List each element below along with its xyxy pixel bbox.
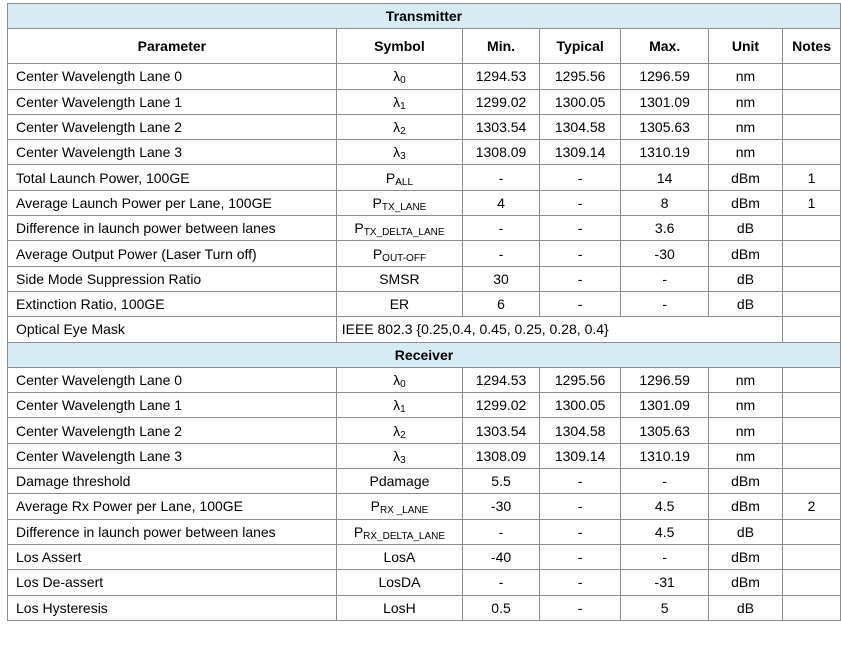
symbol-cell (336, 241, 462, 266)
max-cell: 1296.59 (621, 64, 708, 89)
parameter-cell: Average Rx Power per Lane, 100GE (8, 494, 337, 519)
table-row (8, 443, 841, 468)
symbol-main: λ (393, 68, 401, 85)
max-cell: 4.5 (621, 494, 708, 519)
max-cell: 1310.19 (621, 140, 708, 165)
parameter-cell: Side Mode Suppression Ratio (8, 266, 337, 291)
min-cell: 30 (463, 266, 540, 291)
parameter-cell: Center Wavelength Lane 3 (8, 443, 337, 468)
symbol-cell (336, 367, 462, 392)
min-cell: 1303.54 (463, 418, 540, 443)
symbol-main: λ (393, 93, 401, 110)
unit-cell: dBm (708, 494, 782, 519)
unit-cell: dB (708, 291, 782, 316)
symbol-main: LosA (383, 549, 416, 566)
symbol-cell (336, 595, 462, 620)
typical-cell: 1295.56 (539, 64, 621, 89)
typical-cell: - (539, 519, 621, 544)
table-row (8, 418, 841, 443)
table-row (8, 64, 841, 89)
notes-cell (783, 544, 841, 569)
typical-cell: 1309.14 (539, 140, 621, 165)
min-cell: - (463, 519, 540, 544)
min-cell: 1308.09 (463, 140, 540, 165)
parameter-cell: Center Wavelength Lane 2 (8, 418, 337, 443)
typical-cell: - (539, 494, 621, 519)
notes-cell (783, 469, 841, 494)
symbol-cell (336, 291, 462, 316)
max-cell: 1301.09 (621, 89, 708, 114)
col-header-typical: Typical (539, 29, 621, 64)
symbol-main: P (353, 523, 364, 540)
notes-cell (783, 418, 841, 443)
parameter-cell: Total Launch Power, 100GE (8, 165, 337, 190)
notes-cell (783, 595, 841, 620)
table-row (8, 216, 841, 241)
symbol-main: P (372, 245, 383, 262)
max-cell: -30 (621, 241, 708, 266)
col-header-min: Min. (463, 29, 540, 64)
parameter-cell: Los De-assert (8, 570, 337, 595)
symbol-cell (336, 165, 462, 190)
table-row-eye-mask (8, 317, 841, 342)
eye-mask-value: IEEE 802.3 {0.25,0.4, 0.45, 0.25, 0.28, 0.4} (336, 317, 782, 342)
unit-cell: nm (708, 89, 782, 114)
min-cell: 4 (463, 190, 540, 215)
symbol-subscript: 1 (400, 404, 406, 416)
symbol-cell (336, 190, 462, 215)
parameter-cell: Optical Eye Mask (8, 317, 337, 342)
symbol-cell (336, 494, 462, 519)
table-row (8, 114, 841, 139)
table-row (8, 494, 841, 519)
symbol-main: λ (393, 422, 401, 439)
symbol-main: λ (393, 144, 401, 161)
unit-cell: nm (708, 367, 782, 392)
max-cell: - (621, 544, 708, 569)
max-cell: 1305.63 (621, 418, 708, 443)
unit-cell: dBm (708, 190, 782, 215)
min-cell: 1299.02 (463, 89, 540, 114)
parameter-cell: Difference in launch power between lanes (8, 519, 337, 544)
symbol-main: λ (393, 447, 401, 464)
notes-cell (783, 367, 841, 392)
symbol-main: Pdamage (369, 473, 430, 490)
symbol-subscript: TX_DELTA_LANE (363, 227, 445, 239)
notes-cell (783, 393, 841, 418)
min-cell: 1303.54 (463, 114, 540, 139)
symbol-subscript: 2 (400, 429, 406, 441)
typical-cell: - (539, 291, 621, 316)
symbol-subscript: 0 (400, 75, 406, 87)
min-cell: -40 (463, 544, 540, 569)
symbol-cell (336, 216, 462, 241)
parameter-cell: Average Output Power (Laser Turn off) (8, 241, 337, 266)
max-cell: - (621, 266, 708, 291)
symbol-main: SMSR (379, 270, 420, 287)
symbol-main: P (370, 498, 380, 515)
parameter-cell: Center Wavelength Lane 0 (8, 367, 337, 392)
transmitter-title: Transmitter (8, 4, 841, 29)
max-cell: - (621, 291, 708, 316)
typical-cell: - (539, 190, 621, 215)
table-row (8, 367, 841, 392)
notes-cell (783, 570, 841, 595)
symbol-main: LosDA (378, 574, 421, 591)
symbol-cell (336, 570, 462, 595)
unit-cell: dBm (708, 544, 782, 569)
col-header-max: Max. (621, 29, 708, 64)
min-cell: 1294.53 (463, 367, 540, 392)
notes-cell (783, 64, 841, 89)
unit-cell: dBm (708, 241, 782, 266)
max-cell: 1296.59 (621, 367, 708, 392)
table-row (8, 190, 841, 215)
parameter-cell: Damage threshold (8, 469, 337, 494)
max-cell: 5 (621, 595, 708, 620)
notes-cell: 1 (783, 190, 841, 215)
typical-cell: 1295.56 (539, 367, 621, 392)
symbol-main: LosH (383, 599, 416, 616)
typical-cell: - (539, 570, 621, 595)
symbol-subscript: ALL (395, 176, 414, 188)
parameter-cell: Los Hysteresis (8, 595, 337, 620)
notes-cell (783, 317, 841, 342)
symbol-main: P (372, 194, 382, 211)
table-row (8, 519, 841, 544)
max-cell: 1310.19 (621, 443, 708, 468)
parameter-cell: Center Wavelength Lane 0 (8, 64, 337, 89)
col-header-parameter: Parameter (8, 29, 337, 64)
symbol-subscript: 2 (400, 126, 406, 138)
table-row (8, 241, 841, 266)
typical-cell: 1304.58 (539, 114, 621, 139)
unit-cell: dBm (708, 165, 782, 190)
symbol-main: λ (393, 119, 401, 136)
notes-cell (783, 89, 841, 114)
unit-cell: dBm (708, 469, 782, 494)
typical-cell: - (539, 595, 621, 620)
unit-cell: dB (708, 266, 782, 291)
unit-cell: nm (708, 418, 782, 443)
max-cell: 4.5 (621, 519, 708, 544)
max-cell: 1305.63 (621, 114, 708, 139)
max-cell: -31 (621, 570, 708, 595)
parameter-cell: Extinction Ratio, 100GE (8, 291, 337, 316)
symbol-cell (336, 89, 462, 114)
min-cell: 1294.53 (463, 64, 540, 89)
max-cell: 1301.09 (621, 393, 708, 418)
notes-cell (783, 241, 841, 266)
notes-cell (783, 266, 841, 291)
parameter-cell: Center Wavelength Lane 2 (8, 114, 337, 139)
table-row (8, 89, 841, 114)
max-cell: - (621, 469, 708, 494)
unit-cell: nm (708, 64, 782, 89)
notes-cell (783, 216, 841, 241)
typical-cell: 1300.05 (539, 393, 621, 418)
symbol-main: λ (393, 397, 401, 414)
symbol-cell (336, 519, 462, 544)
symbol-cell (336, 140, 462, 165)
symbol-cell (336, 469, 462, 494)
table-row (8, 595, 841, 620)
min-cell: -30 (463, 494, 540, 519)
parameter-cell: Los Assert (8, 544, 337, 569)
unit-cell: nm (708, 393, 782, 418)
symbol-main: ER (389, 296, 410, 313)
symbol-main: P (354, 220, 364, 237)
min-cell: - (463, 241, 540, 266)
col-header-symbol: Symbol (336, 29, 462, 64)
unit-cell: dB (708, 595, 782, 620)
notes-cell: 2 (783, 494, 841, 519)
parameter-cell: Center Wavelength Lane 1 (8, 89, 337, 114)
optical-spec-table (7, 3, 841, 621)
typical-cell: - (539, 266, 621, 291)
symbol-subscript: RX_DELTA_LANE (363, 530, 446, 542)
symbol-subscript: 1 (400, 100, 406, 112)
table-row (8, 544, 841, 569)
min-cell: - (463, 165, 540, 190)
table-row (8, 570, 841, 595)
symbol-cell (336, 64, 462, 89)
symbol-subscript: 3 (400, 151, 406, 163)
min-cell: - (463, 216, 540, 241)
parameter-cell: Difference in launch power between lanes (8, 216, 337, 241)
notes-cell (783, 291, 841, 316)
notes-cell (783, 114, 841, 139)
symbol-subscript: 0 (400, 379, 406, 390)
typical-cell: - (539, 241, 621, 266)
parameter-cell: Average Launch Power per Lane, 100GE (8, 190, 337, 215)
table-row (8, 140, 841, 165)
min-cell: 5.5 (463, 469, 540, 494)
symbol-cell (336, 443, 462, 468)
typical-cell: 1309.14 (539, 443, 621, 468)
receiver-section-header (8, 342, 841, 367)
spec-table-container (7, 3, 841, 621)
unit-cell: dB (708, 519, 782, 544)
typical-cell: 1304.58 (539, 418, 621, 443)
notes-cell: 1 (783, 165, 841, 190)
table-body (8, 4, 841, 621)
min-cell: 6 (463, 291, 540, 316)
max-cell: 3.6 (621, 216, 708, 241)
typical-cell: 1300.05 (539, 89, 621, 114)
min-cell: 0.5 (463, 595, 540, 620)
typical-cell: - (539, 165, 621, 190)
symbol-cell (336, 544, 462, 569)
symbol-subscript: TX_LANE (381, 201, 427, 213)
symbol-cell (336, 418, 462, 443)
unit-cell: dB (708, 216, 782, 241)
typical-cell: - (539, 216, 621, 241)
typical-cell: - (539, 544, 621, 569)
symbol-cell (336, 114, 462, 139)
table-row (8, 469, 841, 494)
symbol-cell (336, 266, 462, 291)
min-cell: 1308.09 (463, 443, 540, 468)
unit-cell: dBm (708, 570, 782, 595)
parameter-cell: Center Wavelength Lane 3 (8, 140, 337, 165)
max-cell: 14 (621, 165, 708, 190)
col-header-unit: Unit (708, 29, 782, 64)
symbol-cell (336, 393, 462, 418)
notes-cell (783, 443, 841, 468)
parameter-cell: Center Wavelength Lane 1 (8, 393, 337, 418)
symbol-main: λ (393, 372, 401, 388)
unit-cell: nm (708, 140, 782, 165)
transmitter-section-header (8, 4, 841, 29)
symbol-subscript: RX _LANE (379, 505, 429, 517)
symbol-subscript: 3 (400, 454, 406, 466)
receiver-title: Receiver (8, 342, 841, 367)
max-cell: 8 (621, 190, 708, 215)
table-row (8, 291, 841, 316)
unit-cell: nm (708, 443, 782, 468)
table-row (8, 266, 841, 291)
column-header-row (8, 29, 841, 64)
symbol-subscript: OUT-OFF (382, 252, 427, 264)
typical-cell: - (539, 469, 621, 494)
col-header-notes: Notes (783, 29, 841, 64)
symbol-main: P (385, 169, 396, 186)
notes-cell (783, 140, 841, 165)
min-cell: 1299.02 (463, 393, 540, 418)
min-cell: - (463, 570, 540, 595)
unit-cell: nm (708, 114, 782, 139)
notes-cell (783, 519, 841, 544)
table-row (8, 393, 841, 418)
table-row (8, 165, 841, 190)
